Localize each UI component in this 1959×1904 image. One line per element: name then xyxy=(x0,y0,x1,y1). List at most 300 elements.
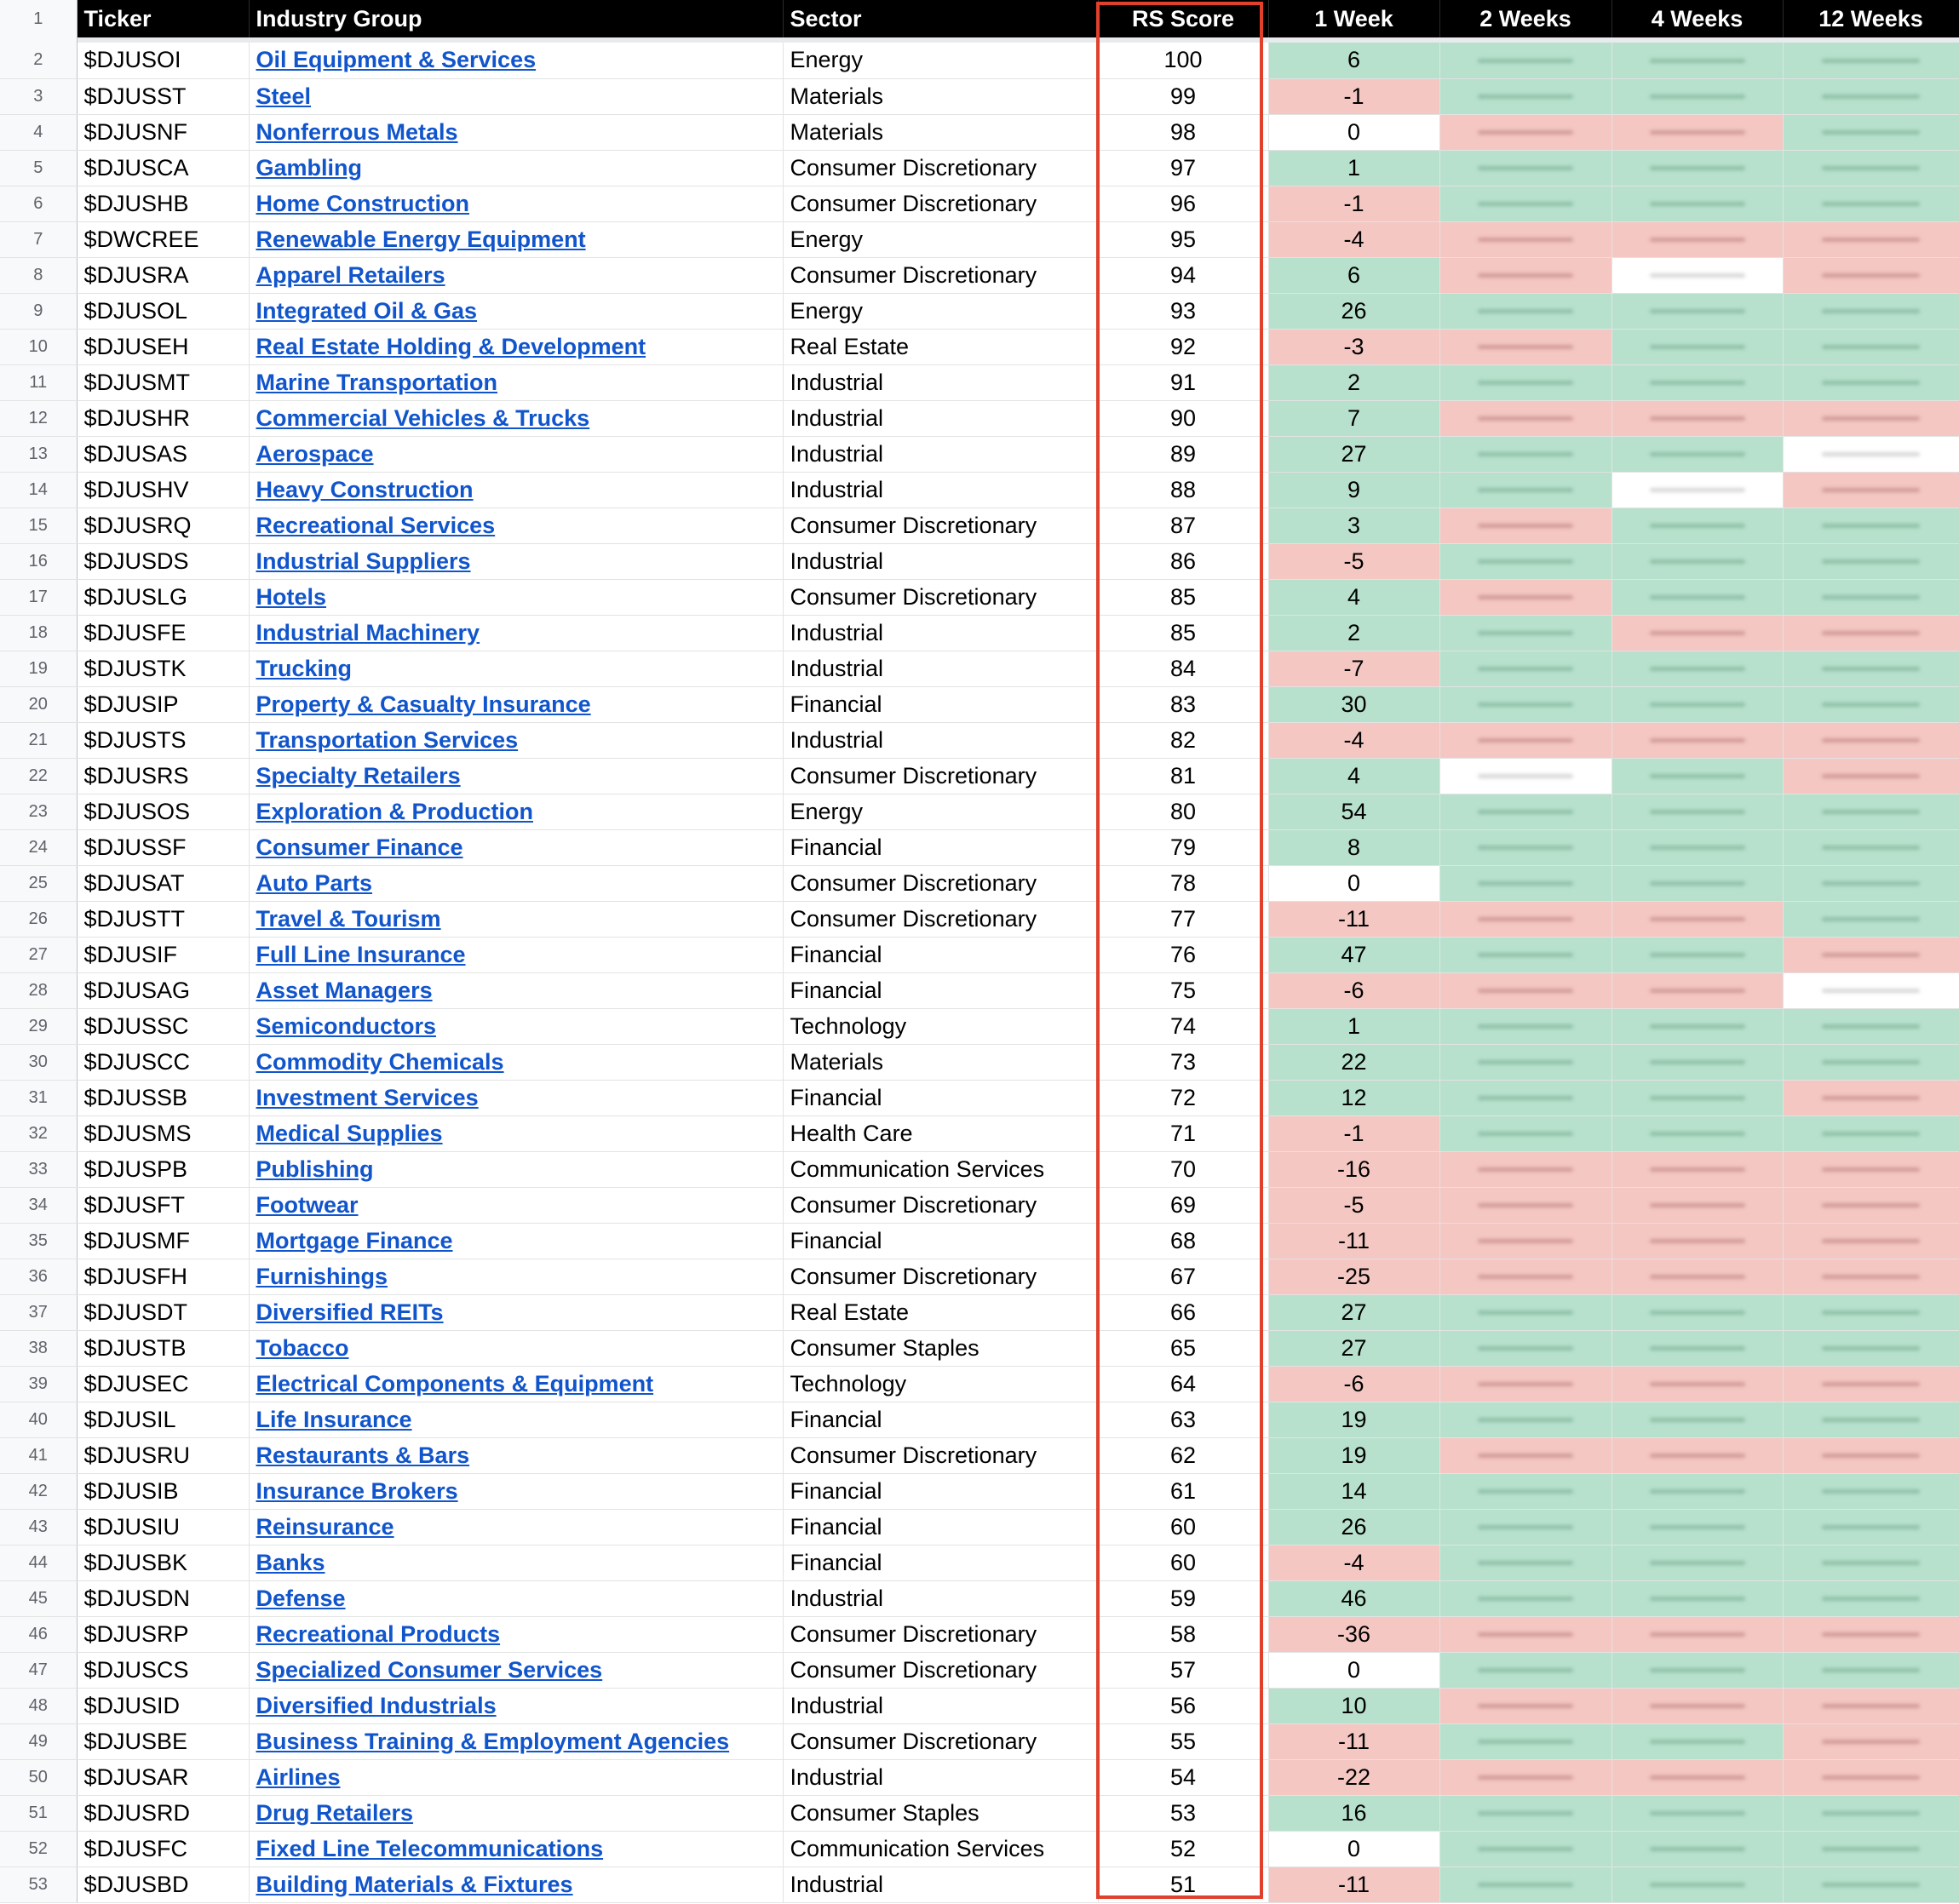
two-weeks-change-cell-redacted[interactable] xyxy=(1439,543,1611,579)
rs-score-cell[interactable]: 89 xyxy=(1098,436,1268,472)
rs-score-cell[interactable]: 70 xyxy=(1098,1151,1268,1187)
one-week-change-cell[interactable]: -11 xyxy=(1268,1223,1439,1259)
table-row[interactable] xyxy=(0,1187,1959,1223)
industry-group-link[interactable]: Defense xyxy=(256,1585,346,1611)
one-week-change-cell[interactable]: 2 xyxy=(1268,364,1439,400)
industry-group-cell[interactable] xyxy=(249,364,783,400)
one-week-change-cell[interactable]: 46 xyxy=(1268,1580,1439,1616)
industry-group-cell[interactable] xyxy=(249,78,783,114)
row-number[interactable]: 24 xyxy=(0,829,77,865)
four-weeks-change-cell-redacted[interactable] xyxy=(1611,1688,1783,1723)
industry-group-cell[interactable] xyxy=(249,651,783,686)
table-row[interactable] xyxy=(0,508,1959,543)
industry-group-link[interactable]: Industrial Machinery xyxy=(256,619,480,645)
sector-cell[interactable]: Financial xyxy=(783,686,1098,722)
industry-group-link[interactable]: Auto Parts xyxy=(256,869,373,896)
industry-group-cell[interactable] xyxy=(249,1723,783,1759)
rs-score-cell[interactable]: 58 xyxy=(1098,1616,1268,1652)
one-week-change-cell[interactable]: -11 xyxy=(1268,901,1439,937)
industry-group-link[interactable]: Banks xyxy=(256,1549,325,1575)
industry-group-cell[interactable] xyxy=(249,186,783,221)
four-weeks-change-cell-redacted[interactable] xyxy=(1611,364,1783,400)
twelve-weeks-change-cell-redacted[interactable] xyxy=(1783,43,1959,78)
two-weeks-change-cell-redacted[interactable] xyxy=(1439,1115,1611,1151)
rs-score-cell[interactable]: 97 xyxy=(1098,150,1268,186)
table-row[interactable] xyxy=(0,758,1959,794)
table-row[interactable] xyxy=(0,1437,1959,1473)
four-weeks-change-cell-redacted[interactable] xyxy=(1611,794,1783,829)
ticker-cell[interactable]: $DJUSCA xyxy=(77,150,249,186)
ticker-cell[interactable]: $DJUSIB xyxy=(77,1473,249,1509)
ticker-cell[interactable]: $DJUSHB xyxy=(77,186,249,221)
row-number[interactable]: 14 xyxy=(0,472,77,508)
table-row[interactable] xyxy=(0,1831,1959,1867)
rs-score-cell[interactable]: 92 xyxy=(1098,329,1268,364)
twelve-weeks-change-cell-redacted[interactable] xyxy=(1783,1330,1959,1366)
ticker-cell[interactable]: $DJUSST xyxy=(77,78,249,114)
rs-score-cell[interactable]: 100 xyxy=(1098,43,1268,78)
one-week-change-cell[interactable]: -4 xyxy=(1268,1545,1439,1580)
one-week-change-cell[interactable]: -3 xyxy=(1268,329,1439,364)
four-weeks-change-cell-redacted[interactable] xyxy=(1611,1294,1783,1330)
sector-cell[interactable]: Energy xyxy=(783,794,1098,829)
twelve-weeks-change-cell-redacted[interactable] xyxy=(1783,1580,1959,1616)
row-number[interactable]: 2 xyxy=(0,43,77,78)
industry-group-cell[interactable] xyxy=(249,257,783,293)
two-weeks-change-cell-redacted[interactable] xyxy=(1439,1867,1611,1902)
two-weeks-change-cell-redacted[interactable] xyxy=(1439,1080,1611,1115)
row-number[interactable]: 29 xyxy=(0,1008,77,1044)
four-weeks-change-cell-redacted[interactable] xyxy=(1611,1723,1783,1759)
industry-group-link[interactable]: Medical Supplies xyxy=(256,1120,443,1146)
rs-score-cell[interactable]: 75 xyxy=(1098,972,1268,1008)
two-weeks-change-cell-redacted[interactable] xyxy=(1439,1795,1611,1831)
industry-group-link[interactable]: Oil Equipment & Services xyxy=(256,47,537,73)
two-weeks-change-cell-redacted[interactable] xyxy=(1439,1402,1611,1437)
four-weeks-change-cell-redacted[interactable] xyxy=(1611,1187,1783,1223)
one-week-change-cell[interactable]: 10 xyxy=(1268,1688,1439,1723)
four-weeks-change-cell-redacted[interactable] xyxy=(1611,937,1783,972)
one-week-change-cell[interactable]: -6 xyxy=(1268,1366,1439,1402)
twelve-weeks-change-cell-redacted[interactable] xyxy=(1783,686,1959,722)
twelve-weeks-change-cell-redacted[interactable] xyxy=(1783,579,1959,615)
ticker-cell[interactable]: $DJUSTT xyxy=(77,901,249,937)
table-row[interactable] xyxy=(0,794,1959,829)
col-header-12-weeks[interactable]: 12 Weeks xyxy=(1783,0,1959,37)
table-row[interactable] xyxy=(0,1652,1959,1688)
one-week-change-cell[interactable]: 7 xyxy=(1268,400,1439,436)
ticker-cell[interactable]: $DJUSCS xyxy=(77,1652,249,1688)
rs-score-cell[interactable]: 54 xyxy=(1098,1759,1268,1795)
industry-group-cell[interactable] xyxy=(249,1759,783,1795)
four-weeks-change-cell-redacted[interactable] xyxy=(1611,972,1783,1008)
sector-cell[interactable]: Consumer Staples xyxy=(783,1795,1098,1831)
industry-group-cell[interactable] xyxy=(249,794,783,829)
twelve-weeks-change-cell-redacted[interactable] xyxy=(1783,1545,1959,1580)
four-weeks-change-cell-redacted[interactable] xyxy=(1611,1151,1783,1187)
table-row[interactable] xyxy=(0,1867,1959,1902)
sector-cell[interactable]: Materials xyxy=(783,1044,1098,1080)
four-weeks-change-cell-redacted[interactable] xyxy=(1611,1402,1783,1437)
ticker-cell[interactable]: $DJUSRS xyxy=(77,758,249,794)
table-row[interactable] xyxy=(0,1044,1959,1080)
one-week-change-cell[interactable]: 27 xyxy=(1268,436,1439,472)
table-row[interactable] xyxy=(0,114,1959,150)
two-weeks-change-cell-redacted[interactable] xyxy=(1439,1545,1611,1580)
two-weeks-change-cell-redacted[interactable] xyxy=(1439,1473,1611,1509)
sector-cell[interactable]: Consumer Discretionary xyxy=(783,901,1098,937)
four-weeks-change-cell-redacted[interactable] xyxy=(1611,686,1783,722)
twelve-weeks-change-cell-redacted[interactable] xyxy=(1783,1044,1959,1080)
industry-group-cell[interactable] xyxy=(249,400,783,436)
rs-score-cell[interactable]: 83 xyxy=(1098,686,1268,722)
two-weeks-change-cell-redacted[interactable] xyxy=(1439,1688,1611,1723)
one-week-change-cell[interactable]: 30 xyxy=(1268,686,1439,722)
one-week-change-cell[interactable]: 0 xyxy=(1268,114,1439,150)
one-week-change-cell[interactable]: -5 xyxy=(1268,1187,1439,1223)
table-row[interactable] xyxy=(0,1223,1959,1259)
industry-group-link[interactable]: Integrated Oil & Gas xyxy=(256,297,478,324)
sector-cell[interactable]: Communication Services xyxy=(783,1151,1098,1187)
four-weeks-change-cell-redacted[interactable] xyxy=(1611,1831,1783,1867)
ticker-cell[interactable]: $DJUSSF xyxy=(77,829,249,865)
four-weeks-change-cell-redacted[interactable] xyxy=(1611,114,1783,150)
four-weeks-change-cell-redacted[interactable] xyxy=(1611,329,1783,364)
ticker-cell[interactable]: $DJUSIF xyxy=(77,937,249,972)
twelve-weeks-change-cell-redacted[interactable] xyxy=(1783,1008,1959,1044)
one-week-change-cell[interactable]: -5 xyxy=(1268,543,1439,579)
one-week-change-cell[interactable]: 54 xyxy=(1268,794,1439,829)
table-row[interactable] xyxy=(0,686,1959,722)
industry-group-cell[interactable] xyxy=(249,1294,783,1330)
industry-group-link[interactable]: Furnishings xyxy=(256,1263,388,1289)
industry-group-cell[interactable] xyxy=(249,1580,783,1616)
sector-cell[interactable]: Consumer Discretionary xyxy=(783,1616,1098,1652)
rs-score-cell[interactable]: 95 xyxy=(1098,221,1268,257)
industry-group-link[interactable]: Commercial Vehicles & Trucks xyxy=(256,404,590,431)
ticker-cell[interactable]: $DJUSMF xyxy=(77,1223,249,1259)
sector-cell[interactable]: Industrial xyxy=(783,400,1098,436)
row-number[interactable]: 4 xyxy=(0,114,77,150)
two-weeks-change-cell-redacted[interactable] xyxy=(1439,651,1611,686)
ticker-cell[interactable]: $DJUSTS xyxy=(77,722,249,758)
industry-group-cell[interactable] xyxy=(249,114,783,150)
industry-group-link[interactable]: Heavy Construction xyxy=(256,476,474,502)
two-weeks-change-cell-redacted[interactable] xyxy=(1439,972,1611,1008)
ticker-cell[interactable]: $DJUSIU xyxy=(77,1509,249,1545)
row-number[interactable]: 47 xyxy=(0,1652,77,1688)
twelve-weeks-change-cell-redacted[interactable] xyxy=(1783,293,1959,329)
sector-cell[interactable]: Real Estate xyxy=(783,1294,1098,1330)
one-week-change-cell[interactable]: 19 xyxy=(1268,1437,1439,1473)
industry-group-link[interactable]: Home Construction xyxy=(256,190,470,216)
ticker-cell[interactable]: $DJUSDN xyxy=(77,1580,249,1616)
twelve-weeks-change-cell-redacted[interactable] xyxy=(1783,329,1959,364)
two-weeks-change-cell-redacted[interactable] xyxy=(1439,150,1611,186)
table-row[interactable] xyxy=(0,221,1959,257)
ticker-cell[interactable]: $DJUSIL xyxy=(77,1402,249,1437)
table-row[interactable] xyxy=(0,615,1959,651)
industry-group-link[interactable]: Exploration & Production xyxy=(256,798,534,824)
table-row[interactable] xyxy=(0,472,1959,508)
row-number[interactable]: 45 xyxy=(0,1580,77,1616)
col-header-4-weeks[interactable]: 4 Weeks xyxy=(1611,0,1783,37)
sector-cell[interactable]: Financial xyxy=(783,1223,1098,1259)
two-weeks-change-cell-redacted[interactable] xyxy=(1439,1509,1611,1545)
row-number[interactable]: 10 xyxy=(0,329,77,364)
sector-cell[interactable]: Industrial xyxy=(783,1759,1098,1795)
industry-group-link[interactable]: Investment Services xyxy=(256,1084,479,1110)
twelve-weeks-change-cell-redacted[interactable] xyxy=(1783,543,1959,579)
four-weeks-change-cell-redacted[interactable] xyxy=(1611,257,1783,293)
industry-group-link[interactable]: Publishing xyxy=(256,1156,374,1182)
ticker-cell[interactable]: $DJUSMS xyxy=(77,1115,249,1151)
row-number[interactable]: 27 xyxy=(0,937,77,972)
row-number[interactable]: 25 xyxy=(0,865,77,901)
twelve-weeks-change-cell-redacted[interactable] xyxy=(1783,1831,1959,1867)
industry-group-cell[interactable] xyxy=(249,901,783,937)
sector-cell[interactable]: Industrial xyxy=(783,436,1098,472)
industry-group-cell[interactable] xyxy=(249,686,783,722)
rs-score-cell[interactable]: 84 xyxy=(1098,651,1268,686)
sector-cell[interactable]: Communication Services xyxy=(783,1831,1098,1867)
two-weeks-change-cell-redacted[interactable] xyxy=(1439,865,1611,901)
twelve-weeks-change-cell-redacted[interactable] xyxy=(1783,1402,1959,1437)
table-row[interactable] xyxy=(0,1509,1959,1545)
ticker-cell[interactable]: $DJUSOI xyxy=(77,43,249,78)
table-row[interactable] xyxy=(0,257,1959,293)
industry-group-cell[interactable] xyxy=(249,1330,783,1366)
table-row[interactable] xyxy=(0,1473,1959,1509)
rs-score-cell[interactable]: 79 xyxy=(1098,829,1268,865)
industry-group-link[interactable]: Aerospace xyxy=(256,440,374,467)
industry-group-cell[interactable] xyxy=(249,329,783,364)
industry-group-link[interactable]: Trucking xyxy=(256,655,353,681)
industry-group-cell[interactable] xyxy=(249,43,783,78)
industry-group-link[interactable]: Diversified REITs xyxy=(256,1299,444,1325)
rs-score-cell[interactable]: 59 xyxy=(1098,1580,1268,1616)
two-weeks-change-cell-redacted[interactable] xyxy=(1439,1187,1611,1223)
four-weeks-change-cell-redacted[interactable] xyxy=(1611,579,1783,615)
rs-score-cell[interactable]: 78 xyxy=(1098,865,1268,901)
one-week-change-cell[interactable]: 0 xyxy=(1268,1831,1439,1867)
sector-cell[interactable]: Energy xyxy=(783,293,1098,329)
industry-group-cell[interactable] xyxy=(249,436,783,472)
industry-group-cell[interactable] xyxy=(249,579,783,615)
four-weeks-change-cell-redacted[interactable] xyxy=(1611,1080,1783,1115)
industry-group-link[interactable]: Drug Retailers xyxy=(256,1799,414,1826)
twelve-weeks-change-cell-redacted[interactable] xyxy=(1783,364,1959,400)
twelve-weeks-change-cell-redacted[interactable] xyxy=(1783,1652,1959,1688)
four-weeks-change-cell-redacted[interactable] xyxy=(1611,901,1783,937)
one-week-change-cell[interactable]: 0 xyxy=(1268,865,1439,901)
one-week-change-cell[interactable]: -11 xyxy=(1268,1867,1439,1902)
ticker-cell[interactable]: $DJUSCC xyxy=(77,1044,249,1080)
sector-cell[interactable]: Energy xyxy=(783,43,1098,78)
rs-score-cell[interactable]: 62 xyxy=(1098,1437,1268,1473)
sector-cell[interactable]: Financial xyxy=(783,1473,1098,1509)
sector-cell[interactable]: Consumer Discretionary xyxy=(783,257,1098,293)
one-week-change-cell[interactable]: 3 xyxy=(1268,508,1439,543)
row-number[interactable]: 43 xyxy=(0,1509,77,1545)
four-weeks-change-cell-redacted[interactable] xyxy=(1611,186,1783,221)
two-weeks-change-cell-redacted[interactable] xyxy=(1439,579,1611,615)
ticker-cell[interactable]: $DJUSRA xyxy=(77,257,249,293)
industry-group-link[interactable]: Life Insurance xyxy=(256,1406,412,1432)
rs-score-cell[interactable]: 51 xyxy=(1098,1867,1268,1902)
two-weeks-change-cell-redacted[interactable] xyxy=(1439,1616,1611,1652)
industry-group-link[interactable]: Fixed Line Telecommunications xyxy=(256,1835,604,1861)
table-row[interactable] xyxy=(0,1759,1959,1795)
col-header-1-week[interactable]: 1 Week xyxy=(1268,0,1439,37)
sector-cell[interactable]: Industrial xyxy=(783,1580,1098,1616)
row-number[interactable]: 31 xyxy=(0,1080,77,1115)
industry-group-cell[interactable] xyxy=(249,1509,783,1545)
two-weeks-change-cell-redacted[interactable] xyxy=(1439,1759,1611,1795)
industry-group-link[interactable]: Business Training & Employment Agencies xyxy=(256,1728,730,1754)
four-weeks-change-cell-redacted[interactable] xyxy=(1611,1330,1783,1366)
row-number[interactable]: 41 xyxy=(0,1437,77,1473)
rs-score-cell[interactable]: 88 xyxy=(1098,472,1268,508)
one-week-change-cell[interactable]: 26 xyxy=(1268,293,1439,329)
industry-group-link[interactable]: Building Materials & Fixtures xyxy=(256,1871,573,1897)
row-number[interactable]: 52 xyxy=(0,1831,77,1867)
two-weeks-change-cell-redacted[interactable] xyxy=(1439,1723,1611,1759)
industry-group-cell[interactable] xyxy=(249,1402,783,1437)
industry-group-cell[interactable] xyxy=(249,293,783,329)
sector-cell[interactable]: Consumer Discretionary xyxy=(783,579,1098,615)
two-weeks-change-cell-redacted[interactable] xyxy=(1439,1259,1611,1294)
table-row[interactable] xyxy=(0,829,1959,865)
two-weeks-change-cell-redacted[interactable] xyxy=(1439,901,1611,937)
two-weeks-change-cell-redacted[interactable] xyxy=(1439,436,1611,472)
sector-cell[interactable]: Financial xyxy=(783,1080,1098,1115)
twelve-weeks-change-cell-redacted[interactable] xyxy=(1783,901,1959,937)
one-week-change-cell[interactable]: 1 xyxy=(1268,150,1439,186)
rs-score-cell[interactable]: 69 xyxy=(1098,1187,1268,1223)
one-week-change-cell[interactable]: 12 xyxy=(1268,1080,1439,1115)
sector-cell[interactable]: Industrial xyxy=(783,1688,1098,1723)
two-weeks-change-cell-redacted[interactable] xyxy=(1439,508,1611,543)
sector-cell[interactable]: Real Estate xyxy=(783,329,1098,364)
table-row[interactable] xyxy=(0,901,1959,937)
industry-group-link[interactable]: Diversified Industrials xyxy=(256,1692,497,1718)
one-week-change-cell[interactable]: 6 xyxy=(1268,43,1439,78)
industry-group-cell[interactable] xyxy=(249,1080,783,1115)
industry-group-cell[interactable] xyxy=(249,1044,783,1080)
two-weeks-change-cell-redacted[interactable] xyxy=(1439,1580,1611,1616)
twelve-weeks-change-cell-redacted[interactable] xyxy=(1783,651,1959,686)
sector-cell[interactable]: Financial xyxy=(783,972,1098,1008)
row-number[interactable]: 16 xyxy=(0,543,77,579)
row-number[interactable]: 13 xyxy=(0,436,77,472)
rs-score-cell[interactable]: 57 xyxy=(1098,1652,1268,1688)
table-row[interactable] xyxy=(0,1008,1959,1044)
rs-score-cell[interactable]: 72 xyxy=(1098,1080,1268,1115)
four-weeks-change-cell-redacted[interactable] xyxy=(1611,1580,1783,1616)
ticker-cell[interactable]: $DJUSAR xyxy=(77,1759,249,1795)
rs-score-cell[interactable]: 91 xyxy=(1098,364,1268,400)
four-weeks-change-cell-redacted[interactable] xyxy=(1611,1795,1783,1831)
two-weeks-change-cell-redacted[interactable] xyxy=(1439,1437,1611,1473)
table-row[interactable] xyxy=(0,1688,1959,1723)
twelve-weeks-change-cell-redacted[interactable] xyxy=(1783,114,1959,150)
two-weeks-change-cell-redacted[interactable] xyxy=(1439,293,1611,329)
rs-score-cell[interactable]: 61 xyxy=(1098,1473,1268,1509)
twelve-weeks-change-cell-redacted[interactable] xyxy=(1783,1473,1959,1509)
industry-group-link[interactable]: Tobacco xyxy=(256,1334,349,1361)
industry-group-link[interactable]: Commodity Chemicals xyxy=(256,1048,504,1075)
one-week-change-cell[interactable]: 22 xyxy=(1268,1044,1439,1080)
two-weeks-change-cell-redacted[interactable] xyxy=(1439,1831,1611,1867)
sector-cell[interactable]: Industrial xyxy=(783,543,1098,579)
ticker-cell[interactable]: $DJUSAS xyxy=(77,436,249,472)
twelve-weeks-change-cell-redacted[interactable] xyxy=(1783,472,1959,508)
col-header-ticker[interactable]: Ticker xyxy=(77,0,249,37)
row-number[interactable]: 44 xyxy=(0,1545,77,1580)
row-number[interactable]: 36 xyxy=(0,1259,77,1294)
row-number[interactable]: 20 xyxy=(0,686,77,722)
two-weeks-change-cell-redacted[interactable] xyxy=(1439,758,1611,794)
one-week-change-cell[interactable]: 14 xyxy=(1268,1473,1439,1509)
table-row[interactable] xyxy=(0,1366,1959,1402)
ticker-cell[interactable]: $DJUSHR xyxy=(77,400,249,436)
rs-score-cell[interactable]: 60 xyxy=(1098,1545,1268,1580)
table-row[interactable] xyxy=(0,651,1959,686)
industry-group-link[interactable]: Transportation Services xyxy=(256,726,519,753)
four-weeks-change-cell-redacted[interactable] xyxy=(1611,865,1783,901)
rs-score-cell[interactable]: 86 xyxy=(1098,543,1268,579)
table-row[interactable] xyxy=(0,1259,1959,1294)
sector-cell[interactable]: Consumer Discretionary xyxy=(783,1723,1098,1759)
rs-score-cell[interactable]: 52 xyxy=(1098,1831,1268,1867)
sector-cell[interactable]: Health Care xyxy=(783,1115,1098,1151)
industry-group-link[interactable]: Full Line Insurance xyxy=(256,941,466,967)
ticker-cell[interactable]: $DJUSID xyxy=(77,1688,249,1723)
two-weeks-change-cell-redacted[interactable] xyxy=(1439,364,1611,400)
rs-score-cell[interactable]: 82 xyxy=(1098,722,1268,758)
rs-score-cell[interactable]: 65 xyxy=(1098,1330,1268,1366)
ticker-cell[interactable]: $DJUSOS xyxy=(77,794,249,829)
one-week-change-cell[interactable]: -4 xyxy=(1268,722,1439,758)
one-week-change-cell[interactable]: -1 xyxy=(1268,78,1439,114)
table-row[interactable] xyxy=(0,1330,1959,1366)
industry-group-link[interactable]: Consumer Finance xyxy=(256,834,463,860)
twelve-weeks-change-cell-redacted[interactable] xyxy=(1783,150,1959,186)
twelve-weeks-change-cell-redacted[interactable] xyxy=(1783,1259,1959,1294)
table-row[interactable] xyxy=(0,1115,1959,1151)
industry-group-link[interactable]: Renewable Energy Equipment xyxy=(256,226,586,252)
industry-group-link[interactable]: Reinsurance xyxy=(256,1513,394,1540)
row-number[interactable]: 32 xyxy=(0,1115,77,1151)
table-row[interactable] xyxy=(0,364,1959,400)
industry-group-link[interactable]: Mortgage Finance xyxy=(256,1227,453,1253)
industry-group-cell[interactable] xyxy=(249,1187,783,1223)
twelve-weeks-change-cell-redacted[interactable] xyxy=(1783,1437,1959,1473)
one-week-change-cell[interactable]: 26 xyxy=(1268,1509,1439,1545)
twelve-weeks-change-cell-redacted[interactable] xyxy=(1783,1723,1959,1759)
ticker-cell[interactable]: $DJUSTB xyxy=(77,1330,249,1366)
twelve-weeks-change-cell-redacted[interactable] xyxy=(1783,1187,1959,1223)
row-number[interactable]: 48 xyxy=(0,1688,77,1723)
industry-group-link[interactable]: Asset Managers xyxy=(256,977,433,1003)
rs-score-cell[interactable]: 71 xyxy=(1098,1115,1268,1151)
one-week-change-cell[interactable]: 47 xyxy=(1268,937,1439,972)
row-number[interactable]: 42 xyxy=(0,1473,77,1509)
sector-cell[interactable]: Consumer Staples xyxy=(783,1330,1098,1366)
rs-score-cell[interactable]: 63 xyxy=(1098,1402,1268,1437)
industry-group-link[interactable]: Gambling xyxy=(256,154,363,181)
